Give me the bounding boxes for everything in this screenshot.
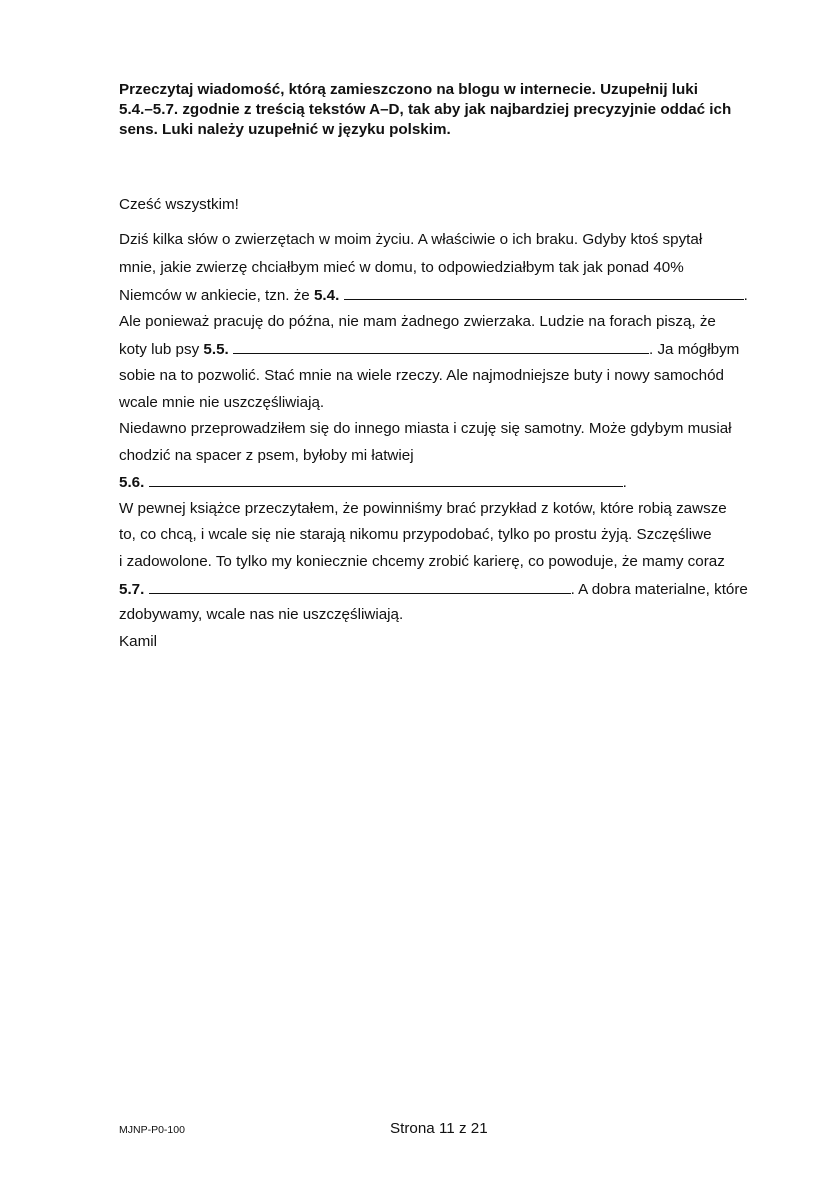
blog-text: koty lub psy — [119, 341, 204, 358]
instruction-line: sens. Luki należy uzupełnić w języku polskim. — [119, 121, 451, 138]
blog-line-with-gap-5-5 — [119, 339, 739, 360]
blog-line: Dziś kilka słów o zwierzętach w moim życiu. A właściwie o ich braku. Gdyby ktoś spytał — [119, 231, 703, 248]
gap-label-5-6: 5.6. — [119, 474, 145, 491]
blog-line: wcale mnie nie uszczęśliwiają. — [119, 394, 325, 411]
blog-text: . — [743, 287, 748, 304]
gap-label-5-4: 5.4. — [313, 287, 340, 304]
blog-line: W pewnej książce przeczytałem, że powinniśmy brać przykład z kotów, które robią zawsze — [119, 500, 727, 517]
instruction-line: Przeczytaj wiadomość, którą zamieszczono na blogu w internecie. Uzupełnij luki — [119, 81, 698, 98]
blog-text: . Ja mógłbym — [649, 341, 740, 358]
blog-text: . — [622, 474, 627, 491]
blog-line: Niedawno przeprowadziłem się do innego miasta i czuję się samotny. Może gdybym musiał — [119, 420, 732, 437]
blog-text: Niemców w ankiecie, tzn. że — [119, 287, 314, 304]
page-number: Strona 11 z 21 — [390, 1120, 488, 1137]
blog-line: Ale ponieważ pracuję do późna, nie mam żadnego zwierzaka. Ludzie na forach piszą, że — [119, 313, 716, 330]
blog-line: sobie na to pozwolić. Stać mnie na wiele rzeczy. Ale najmodniejsze buty i nowy samochód — [119, 367, 724, 384]
gap-label-5-7: 5.7. — [119, 581, 145, 598]
blog-line: mnie, jakie zwierzę chciałbym mieć w domu, to odpowiedziałbym tak jak ponad 40% — [119, 259, 684, 276]
blog-line-with-gap-5-4 — [119, 285, 748, 306]
blog-line: zdobywamy, wcale nas nie uszczęśliwiają. — [119, 606, 404, 623]
instruction-line: 5.4.–5.7. zgodnie z treścią tekstów A–D, tak aby jak najbardziej precyzyjnie oddać ich — [119, 101, 732, 118]
blog-line: i zadowolone. To tylko my koniecznie chcemy zrobić karierę, co powoduje, że mamy coraz — [119, 553, 725, 570]
blog-signature: Kamil — [119, 633, 157, 650]
exam-code: MJNP-P0-100 — [119, 1124, 185, 1136]
task-instruction — [119, 80, 759, 140]
blog-line: to, co chcą, i wcale się nie starają nikomu przypodobać, tylko po prostu żyją. Szczęśliwe — [119, 526, 712, 543]
blog-greeting: Cześć wszystkim! — [119, 196, 239, 213]
answer-gap-5-6[interactable] — [149, 472, 623, 487]
answer-gap-5-7[interactable] — [149, 579, 571, 594]
answer-gap-5-4[interactable] — [344, 285, 744, 300]
blog-line: chodzić na spacer z psem, byłoby mi łatwiej — [119, 447, 414, 464]
answer-gap-5-5[interactable] — [233, 339, 649, 354]
blog-line-with-gap-5-6 — [119, 472, 627, 493]
gap-label-5-5: 5.5. — [203, 341, 229, 358]
blog-line-with-gap-5-7 — [119, 579, 748, 600]
blog-text: . A dobra materialne, które — [570, 581, 748, 598]
